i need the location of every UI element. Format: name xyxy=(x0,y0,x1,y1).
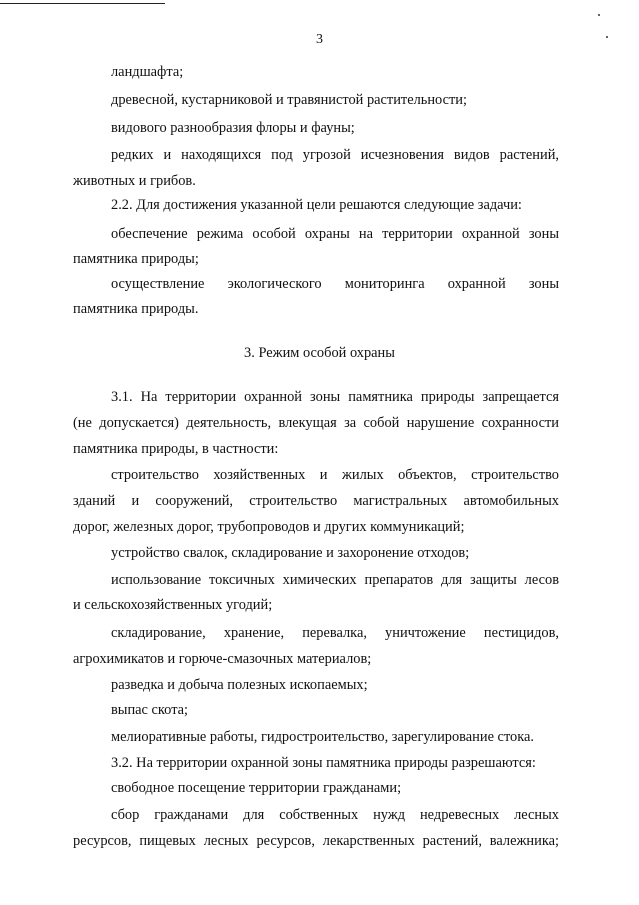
text-line: агрохимикатов и горюче-смазочных материалов; xyxy=(73,651,372,667)
text-line: использование токсичных химических препаратов для защиты лесов xyxy=(111,572,559,588)
text-line: 2.2. Для достижения указанной цели решаются следующие задачи: xyxy=(111,197,522,213)
text-line: обеспечение режима особой охраны на территории охранной зоны xyxy=(111,226,559,242)
text-line: древесной, кустарниковой и травянистой растительности; xyxy=(111,92,467,108)
text-line: складирование, хранение, перевалка, уничтожение пестицидов, xyxy=(111,625,559,641)
text-line: выпас скота; xyxy=(111,702,189,718)
text-line: памятника природы. xyxy=(73,301,199,317)
text-line: редких и находящихся под угрозой исчезновения видов растений, xyxy=(111,147,559,163)
text-line: сбор гражданами для собственных нужд недревесных лесных xyxy=(111,807,559,823)
text-line: 3.1. На территории охранной зоны памятника природы запрещается xyxy=(111,389,559,405)
section-heading: 3. Режим особой охраны xyxy=(244,345,395,361)
text-line: памятника природы; xyxy=(73,251,199,267)
text-line: 3.2. На территории охранной зоны памятника природы разрешаются: xyxy=(111,755,536,771)
text-line: мелиоративные работы, гидростроительство, зарегулирование стока. xyxy=(111,729,534,745)
text-line: устройство свалок, складирование и захоронение отходов; xyxy=(111,545,470,561)
text-line: ландшафта; xyxy=(111,64,184,80)
text-line: свободное посещение территории гражданами; xyxy=(111,780,402,796)
text-line: памятника природы, в частности: xyxy=(73,441,279,457)
text-line: разведка и добыча полезных ископаемых; xyxy=(111,677,368,693)
text-line: зданий и сооружений, строительство магистральных автомобильных xyxy=(73,493,559,509)
text-line: дорог, железных дорог, трубопроводов и других коммуникаций; xyxy=(73,519,465,535)
page-number: 3 xyxy=(316,32,323,47)
scan-speck xyxy=(598,14,600,16)
text-line: и сельскохозяйственных угодий; xyxy=(73,597,273,613)
text-line: видового разнообразия флоры и фауны; xyxy=(111,120,355,136)
text-line: (не допускается) деятельность, влекущая за собой нарушение сохранности xyxy=(73,415,559,431)
header-rule xyxy=(0,3,165,4)
text-line: осуществление экологического мониторинга охранной зоны xyxy=(111,276,559,292)
text-line: животных и грибов. xyxy=(73,173,196,189)
text-line: строительство хозяйственных и жилых объектов, строительство xyxy=(111,467,559,483)
text-line: ресурсов, пищевых лесных ресурсов, лекарственных растений, валежника; xyxy=(73,833,559,849)
